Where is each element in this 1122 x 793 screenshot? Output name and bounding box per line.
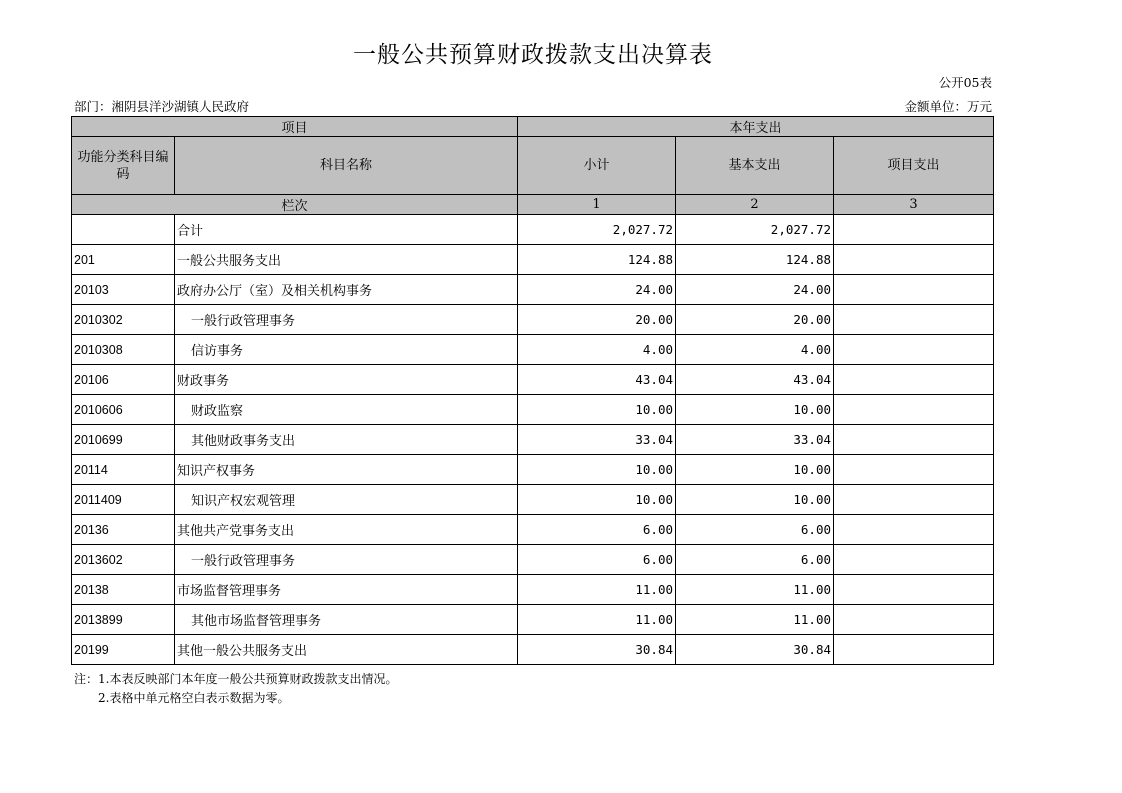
row-code bbox=[72, 215, 175, 245]
row-subject-name: 其他共产党事务支出 bbox=[175, 515, 518, 545]
row-project-expenditure bbox=[834, 335, 994, 365]
row-subject-name: 市场监督管理事务 bbox=[175, 575, 518, 605]
row-code: 2013899 bbox=[72, 605, 175, 635]
row-subject-name: 信访事务 bbox=[175, 335, 518, 365]
header-subject-name: 科目名称 bbox=[175, 137, 518, 195]
header-basic-expenditure: 基本支出 bbox=[676, 137, 834, 195]
row-basic-expenditure: 4.00 bbox=[676, 335, 834, 365]
row-subject-name: 合计 bbox=[175, 215, 518, 245]
row-basic-expenditure: 20.00 bbox=[676, 305, 834, 335]
expenditure-table bbox=[71, 116, 994, 665]
row-basic-expenditure: 11.00 bbox=[676, 575, 834, 605]
row-subject-name: 一般行政管理事务 bbox=[175, 545, 518, 575]
row-basic-expenditure: 124.88 bbox=[676, 245, 834, 275]
table-row bbox=[72, 305, 994, 335]
row-subtotal: 43.04 bbox=[518, 365, 676, 395]
header-project: 项目 bbox=[72, 117, 518, 137]
header-col3: 3 bbox=[834, 195, 994, 215]
row-project-expenditure bbox=[834, 245, 994, 275]
table-row bbox=[72, 365, 994, 395]
row-subject-name: 政府办公厅（室）及相关机构事务 bbox=[175, 275, 518, 305]
row-project-expenditure bbox=[834, 365, 994, 395]
row-subject-name: 一般行政管理事务 bbox=[175, 305, 518, 335]
row-basic-expenditure: 10.00 bbox=[676, 485, 834, 515]
table-row bbox=[72, 575, 994, 605]
row-subtotal: 20.00 bbox=[518, 305, 676, 335]
header-row-2 bbox=[72, 137, 994, 195]
footnotes bbox=[74, 670, 397, 708]
header-func-code: 功能分类科目编码 bbox=[72, 137, 175, 195]
row-subtotal: 11.00 bbox=[518, 605, 676, 635]
report-title: 一般公共预算财政拨款支出决算表 bbox=[353, 42, 713, 68]
table-row bbox=[72, 485, 994, 515]
header-current-year-expenditure: 本年支出 bbox=[518, 117, 994, 137]
header-row-3 bbox=[72, 195, 994, 215]
department-label: 部门：湘阴县洋沙湖镇人民政府 bbox=[74, 99, 250, 114]
table-row bbox=[72, 545, 994, 575]
row-basic-expenditure: 6.00 bbox=[676, 545, 834, 575]
table-row bbox=[72, 335, 994, 365]
row-basic-expenditure: 24.00 bbox=[676, 275, 834, 305]
table-row bbox=[72, 635, 994, 665]
footnote-1: 注：1.本表反映部门本年度一般公共预算财政拨款支出情况。 bbox=[74, 672, 398, 686]
row-subject-name: 知识产权宏观管理 bbox=[175, 485, 518, 515]
row-subtotal: 33.04 bbox=[518, 425, 676, 455]
row-project-expenditure bbox=[834, 215, 994, 245]
row-subtotal: 10.00 bbox=[518, 485, 676, 515]
row-basic-expenditure: 43.04 bbox=[676, 365, 834, 395]
row-code: 20199 bbox=[72, 635, 175, 665]
row-project-expenditure bbox=[834, 605, 994, 635]
table-row bbox=[72, 515, 994, 545]
row-basic-expenditure: 10.00 bbox=[676, 455, 834, 485]
row-project-expenditure bbox=[834, 635, 994, 665]
row-code: 2010699 bbox=[72, 425, 175, 455]
row-project-expenditure bbox=[834, 515, 994, 545]
row-subtotal: 6.00 bbox=[518, 545, 676, 575]
row-subject-name: 财政监察 bbox=[175, 395, 518, 425]
row-code: 2013602 bbox=[72, 545, 175, 575]
row-subtotal: 30.84 bbox=[518, 635, 676, 665]
row-basic-expenditure: 30.84 bbox=[676, 635, 834, 665]
row-subject-name: 一般公共服务支出 bbox=[175, 245, 518, 275]
row-subject-name: 财政事务 bbox=[175, 365, 518, 395]
row-project-expenditure bbox=[834, 395, 994, 425]
row-subtotal: 2,027.72 bbox=[518, 215, 676, 245]
table-row bbox=[72, 455, 994, 485]
row-subject-name: 知识产权事务 bbox=[175, 455, 518, 485]
header-project-expenditure: 项目支出 bbox=[834, 137, 994, 195]
amount-unit-label: 金额单位：万元 bbox=[904, 99, 992, 114]
row-code: 201 bbox=[72, 245, 175, 275]
table-row bbox=[72, 275, 994, 305]
row-basic-expenditure: 11.00 bbox=[676, 605, 834, 635]
row-subtotal: 6.00 bbox=[518, 515, 676, 545]
row-code: 2011409 bbox=[72, 485, 175, 515]
table-row bbox=[72, 215, 994, 245]
footnote-2: 2.表格中单元格空白表示数据为零。 bbox=[98, 691, 290, 705]
row-basic-expenditure: 10.00 bbox=[676, 395, 834, 425]
form-number: 公开05表 bbox=[938, 75, 992, 90]
row-code: 2010302 bbox=[72, 305, 175, 335]
row-code: 20136 bbox=[72, 515, 175, 545]
row-subject-name: 其他一般公共服务支出 bbox=[175, 635, 518, 665]
row-code: 20114 bbox=[72, 455, 175, 485]
table-row bbox=[72, 425, 994, 455]
row-code: 2010308 bbox=[72, 335, 175, 365]
row-basic-expenditure: 6.00 bbox=[676, 515, 834, 545]
row-project-expenditure bbox=[834, 485, 994, 515]
row-project-expenditure bbox=[834, 455, 994, 485]
row-code: 20103 bbox=[72, 275, 175, 305]
header-column-order: 栏次 bbox=[72, 195, 518, 215]
row-project-expenditure bbox=[834, 575, 994, 605]
row-project-expenditure bbox=[834, 545, 994, 575]
header-col1: 1 bbox=[518, 195, 676, 215]
table-row bbox=[72, 605, 994, 635]
row-subtotal: 10.00 bbox=[518, 455, 676, 485]
row-subject-name: 其他市场监督管理事务 bbox=[175, 605, 518, 635]
header-row-1 bbox=[72, 117, 994, 137]
row-project-expenditure bbox=[834, 305, 994, 335]
row-subtotal: 10.00 bbox=[518, 395, 676, 425]
row-code: 20138 bbox=[72, 575, 175, 605]
table-row bbox=[72, 245, 994, 275]
row-subtotal: 4.00 bbox=[518, 335, 676, 365]
row-code: 2010606 bbox=[72, 395, 175, 425]
row-project-expenditure bbox=[834, 425, 994, 455]
header-subtotal: 小计 bbox=[518, 137, 676, 195]
table-row bbox=[72, 395, 994, 425]
row-subject-name: 其他财政事务支出 bbox=[175, 425, 518, 455]
row-subtotal: 124.88 bbox=[518, 245, 676, 275]
row-basic-expenditure: 33.04 bbox=[676, 425, 834, 455]
row-code: 20106 bbox=[72, 365, 175, 395]
header-col2: 2 bbox=[676, 195, 834, 215]
row-subtotal: 24.00 bbox=[518, 275, 676, 305]
row-basic-expenditure: 2,027.72 bbox=[676, 215, 834, 245]
row-subtotal: 11.00 bbox=[518, 575, 676, 605]
row-project-expenditure bbox=[834, 275, 994, 305]
